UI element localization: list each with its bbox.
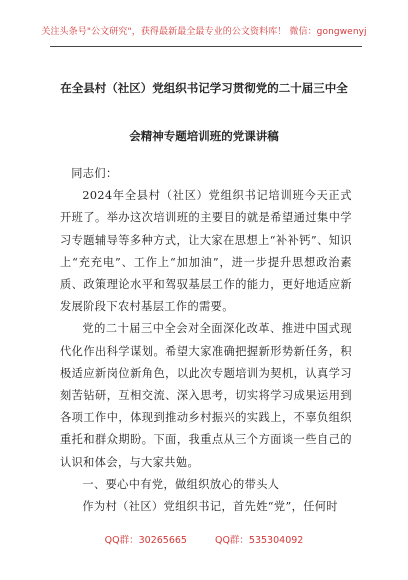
document-title-line-1: 在全县村（社区）党组织书记学习贯彻党的二十届三中全 — [60, 81, 348, 95]
document-title-line-2: 会精神专题培训班的党课讲稿 — [129, 129, 279, 143]
paragraph-plenum: 党的二十届三中全会对全面深化改革、推进中国式现代化作出科学谋划。希望大家准确把握新形势新任务，积极适应新岗位新角色，以此次专题培训为契机，认真学习刻苦钻研，互相交流、深入思考，切实将学习成果运用到各项工作中，体现到推动乡村振兴的实践上，不辜负组织重托和群众期盼。下面，我重点从三个方面谈一些自己的认识和体会，与大家共勉。 — [60, 322, 352, 469]
footer-qq-group-1: QQ群：30265665 — [104, 535, 187, 546]
footer-qq-group-2: QQ群：535304092 — [214, 535, 304, 546]
document-body — [60, 163, 352, 518]
salutation: 同志们： — [71, 167, 118, 180]
header-banner: 关注头条号"公文研究"，获得最新最全最专业的公文资料库！ 微信：gongwenyj — [41, 27, 367, 37]
paragraph-intro: 2024年全县村（社区）党组织书记培训班今天正式开班了。举办这次培训班的主要目的就是希望通过集中学习专题辅导等多种方式，让大家在思想上“补补钙”、知识上“充充电”、工作上“加加油”，进一步提升思想政治素质、政策理论水平和驾驭基层工作的能力，更好地适应新发展阶段下农村基层工作的需要。 — [60, 189, 352, 314]
paragraph-section-1: 作为村（社区）党组织书记，首先姓“党”，任何时 — [82, 500, 338, 514]
header-divider — [50, 46, 362, 47]
footer — [0, 532, 408, 546]
section-heading-1: 一、要心中有党，做组织放心的带头人 — [82, 477, 280, 491]
